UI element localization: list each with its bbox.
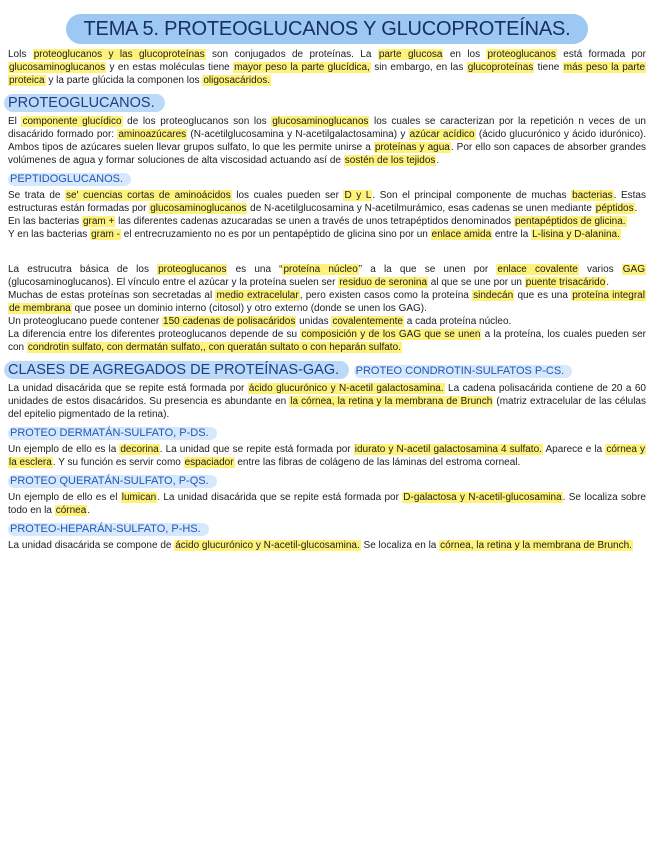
highlighted-text: córnea, la retina y la membrana de Brunch. [440,540,632,551]
highlighted-text: péptidos [595,203,634,214]
text-run: el entrecruzamiento no es por un pentapéptido de glicina sino por un [121,229,431,240]
text-run: a cada proteína núcleo. [403,316,512,327]
text-run: Lols [8,49,33,60]
peptidoglucanos-paragraph-1 [8,189,646,215]
highlighted-text: más peso la parte proteica [9,62,646,86]
peptidoglucanos-paragraph-2 [8,215,646,228]
text-run: La estrucutra básica de los [8,264,158,275]
highlighted-text: mayor peso la parte glucídica, [234,62,370,73]
text-run: La unidad disacárida se compone de [8,540,175,551]
highlighted-text: D-galactosa y N-acetil-glucosamina [403,492,562,503]
highlighted-text: sindecán [473,290,514,301]
highlighted-text: residuo de seronina [339,277,428,288]
text-run: al que se une por un [428,277,525,288]
estructura-paragraph-2 [8,289,646,315]
intro-paragraph [8,48,646,87]
highlighted-text: proteína núcleo [283,264,358,275]
text-run: . Se localiza sobre todo en la [8,492,646,516]
text-run: El [8,116,22,127]
text-run: los cuales pueden ser [231,190,344,201]
highlighted-text: glucosaminoglucanos [272,116,369,127]
highlighted-text: oligosacáridos. [203,75,271,86]
text-run: . Y su función es servir como [52,457,184,468]
text-run: son conjugados de proteínas. La [205,49,378,60]
highlighted-text: aminoazúcares [118,129,187,140]
highlighted-text: medio extracelular [216,290,299,301]
highlighted-text: condrotin sulfato, con dermatán sulfato,, con queratán sultato o con heparán sulfato. [27,342,401,353]
highlighted-text: L-lisina y D-alanina. [532,229,620,240]
text-run: que es una [514,290,572,301]
text-run: varios [578,264,622,275]
highlighted-text: lumican [121,492,157,503]
estructura-paragraph-4 [8,328,646,354]
text-run: La cadena polisacárida contiene de 20 a 60 unidades de estos disacáridos. Su presencia es abundante en [8,383,646,407]
text-run: sin embargo, en las [370,62,467,73]
highlighted-text: enlace covalente [497,264,578,275]
subheading-dermatan: PROTEO DERMATÁN-SULFATO, P-DS. [8,427,217,440]
text-run: tiene [534,62,563,73]
text-run: (ácido glucurónico y ácido idurónico). Ambos tipos de azúcares suelen llevar grupos sulfato, lo que les permite unirse a [8,129,646,153]
highlighted-text: glucosaminoglucanos [150,203,247,214]
highlighted-text: espaciador [184,457,234,468]
highlighted-text: ácido glucurónico y N-acetil galactosamina. [248,383,444,394]
text-run: . La unidad que se repite está formada por [159,444,354,455]
text-run: que posee un dominio interno (citosol) y otro externo (donde se unen los GAG). [71,303,427,314]
text-run: está formada por [556,49,647,60]
highlighted-text: azúcar acídico [409,129,475,140]
highlighted-text: D y L [344,190,372,201]
highlighted-text: sostén de los tejidos [344,155,436,166]
title-wrap [8,14,646,44]
highlighted-text: 150 cadenas de polisacáridos [163,316,296,327]
spacer [8,241,646,263]
highlighted-text: proteoglucanos y las glucoproteínas [33,49,205,60]
text-run: de los proteoglucanos son los [122,116,272,127]
text-run: . Por ello son capaces de absorber grandes volúmenes de agua y formar soluciones de alta viscosidad actuando así de [8,142,647,166]
highlighted-text: proteínas y agua [374,142,450,153]
highlighted-text: ácido glucurónico y N-acetil-glucosamina. [175,540,360,551]
highlighted-text: pentapéptidos de glicina. [514,216,626,227]
highlighted-text: composición y de los GAG que se unen [301,329,481,340]
text-run: (N-acetilglucosamina y N-acetilgalactosamina) y [187,129,409,140]
section-heading-proteoglucanos: PROTEOGLUCANOS. [4,94,165,112]
condrotin-paragraph [8,382,646,421]
text-run: entre la [492,229,532,240]
text-run: . Estas estructuras están formadas por [8,190,646,214]
highlighted-text: enlace amida [431,229,492,240]
text-run: y en estas moléculas tiene [106,62,234,73]
highlighted-text: glucoproteínas [467,62,534,73]
text-run: . [436,155,440,166]
estructura-paragraph-3 [8,315,646,328]
heparan-paragraph [8,539,646,552]
highlighted-text: puente trisacárido [525,277,606,288]
page-title: TEMA 5. PROTEOGLUCANOS Y GLUCOPROTEÍNAS. [66,14,589,44]
highlighted-text: córnea y la esclera [9,444,645,468]
subheading-peptidoglucanos: PEPTIDOGLUCANOS. [8,173,131,186]
highlighted-text: bacterias [572,190,613,201]
peptidoglucanos-paragraph-3 [8,228,646,241]
subheading-heparan: PROTEO-HEPARÁN-SULFATO, P-HS. [8,523,209,536]
estructura-paragraph-1 [8,263,646,289]
highlighted-text: la córnea, la retina y la membrana de Brunch [290,396,493,407]
highlighted-text: se' cuencias cortas de aminoácidos [66,190,231,201]
text-run: Un proteoglucano puede contener [8,316,163,327]
proteoglucanos-paragraph [8,115,646,167]
text-run: entre las fibras de colágeno de las láminas del estroma corneal. [234,457,521,468]
text-run: . [634,203,638,214]
text-run: Aparece e la [542,444,606,455]
text-run: Se trata de [8,190,66,201]
text-run: En las bacterias [8,216,82,227]
text-run: (matriz extracelular de las células del epitelio pigmentado de la retina). [8,396,646,420]
text-run: Un ejemplo de ello es el [8,492,121,503]
dermatan-paragraph [8,443,646,469]
highlighted-text: proteoglucanos [487,49,556,60]
text-run: de N-acetilglucosamina y N-acetilmurámico, esas cadenas se unen mediante [247,203,595,214]
text-run: a la proteína, los cuales pueden ser con [8,329,646,353]
text-run: en los [443,49,487,60]
text-run: Se localiza en la [360,540,440,551]
text-run: La diferencia entre los diferentes proteoglucanos depende de su [8,329,301,340]
highlighted-text: proteoglucanos [158,264,227,275]
highlighted-text: proteína integral de membrana [9,290,645,314]
highlighted-text: covalentemente [332,316,403,327]
text-run: , pero existen casos como la proteína [299,290,473,301]
highlighted-text: gram - [91,229,120,240]
subheading-queratan: PROTEO QUERATÁN-SULFATO, P-QS. [8,475,217,488]
text-run: ” a la que se unen por [358,264,497,275]
subheading-condrotin: PROTEO CONDROTIN-SULFATOS P-CS. [354,365,573,378]
text-run: (glucosaminoglucanos). El vínculo entre el azúcar y la proteína suelen ser [8,277,339,288]
text-run: los cuales se caracterizan por la repetición n veces de un disacárido formado por: [8,116,646,140]
highlighted-text: córnea [55,505,87,516]
text-run: . Son el principal componente de muchas [372,190,572,201]
highlighted-text: gram + [82,216,115,227]
text-run: . [87,505,91,516]
text-run: Y en las bacterias [8,229,91,240]
text-run: . [606,277,610,288]
highlighted-text: GAG [622,264,645,275]
highlighted-text: parte glucosa [378,49,443,60]
text-run: Un ejemplo de ello es la [8,444,120,455]
text-run: La unidad disacárida que se repite está formada por [8,383,248,394]
highlighted-text: componente glucídico [22,116,122,127]
text-run: y la parte glúcida la componen los [45,75,203,86]
highlighted-text: decorina [120,444,159,455]
text-run: unidas [296,316,332,327]
section-heading-clases: CLASES DE AGREGADOS DE PROTEÍNAS-GAG. [4,361,349,379]
text-run: las diferentes cadenas azucaradas se unen a través de unos tetrapéptidos denominados [115,216,514,227]
text-run: Muchas de estas proteínas son secretadas al [8,290,216,301]
text-run: es una “ [227,264,283,275]
queratan-paragraph [8,491,646,517]
highlighted-text: idurato y N-acetil galactosamina 4 sulfato. [354,444,542,455]
highlighted-text: glucosaminoglucanos [9,62,106,73]
text-run: . La unidad disacárida que se repite está formada por [157,492,403,503]
